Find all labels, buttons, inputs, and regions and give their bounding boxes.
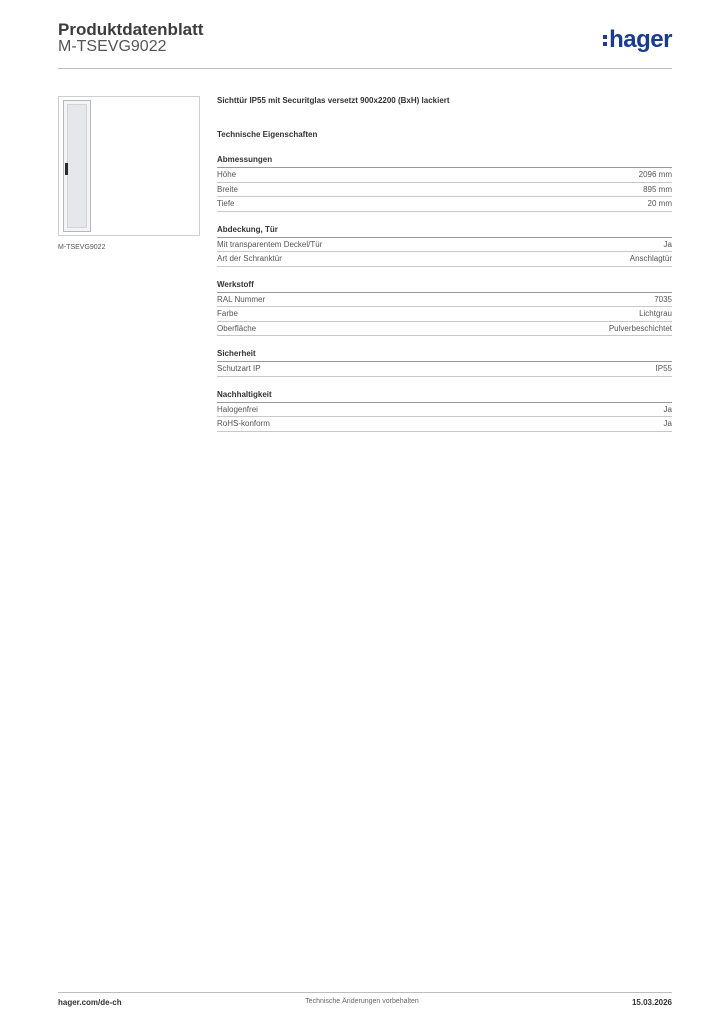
property-row (217, 252, 672, 267)
image-caption: M-TSEVG9022 (58, 244, 106, 251)
property-value: Pulverbeschichtet (608, 323, 672, 333)
product-image (58, 96, 200, 236)
property-label: Schutzart IP (217, 364, 261, 373)
logo-dots-icon (603, 35, 607, 46)
logo-text: hager (609, 26, 672, 53)
properties-section (217, 96, 672, 432)
footer-date: 15.03.2026 (631, 998, 672, 1007)
group-title: Abmessungen (217, 154, 672, 168)
property-label: Oberfläche (217, 323, 257, 333)
property-value: 20 mm (647, 199, 672, 208)
hager-logo (603, 28, 672, 52)
property-value: IP55 (655, 364, 672, 373)
property-label: Farbe (217, 309, 238, 318)
group-title: Nachhaltigkeit (217, 389, 672, 403)
group-werkstoff (217, 279, 672, 337)
product-description: Sichttür IP55 mit Securitglas versetzt 900x2200 (BxH) lackiert (217, 96, 450, 105)
property-row (217, 238, 672, 253)
property-value: Ja (663, 239, 672, 249)
property-value: Lichtgrau (639, 309, 672, 318)
property-row (217, 168, 672, 183)
property-row (217, 322, 672, 337)
property-row (217, 362, 672, 377)
property-label: Mit transparentem Deckel/Tür (217, 239, 323, 249)
group-title: Sicherheit (217, 348, 672, 362)
product-code: M-TSEVG9022 (58, 38, 167, 55)
property-row (217, 403, 672, 418)
header-divider (58, 68, 672, 69)
property-row (217, 307, 672, 322)
document-title: Produktdatenblatt (58, 20, 204, 39)
property-label: RAL Nummer (217, 294, 266, 304)
door-handle (65, 163, 68, 175)
property-row (217, 197, 672, 212)
property-label: Art der Schranktür (217, 254, 282, 263)
footer-divider (58, 992, 672, 993)
property-row (217, 183, 672, 198)
property-label: RoHS-konform (217, 419, 270, 428)
group-abmessungen (217, 154, 672, 212)
group-title: Abdeckung, Tür (217, 224, 672, 238)
footer-note: Technische Änderungen vorbehalten (305, 998, 419, 1005)
property-value: 895 mm (643, 184, 672, 194)
property-value: Anschlagtür (629, 254, 672, 263)
property-value: 2096 mm (638, 170, 672, 179)
property-label: Tiefe (217, 199, 235, 208)
tech-properties-title: Technische Eigenschaften (217, 130, 318, 139)
property-label: Halogenfrei (217, 404, 258, 414)
property-row (217, 417, 672, 432)
property-value: 7035 (654, 294, 672, 304)
property-row (217, 293, 672, 308)
group-nachhaltigkeit (217, 389, 672, 432)
door-icon (63, 100, 91, 232)
property-label: Breite (217, 184, 238, 194)
door-glass-panel (67, 104, 87, 228)
group-abdeckung (217, 224, 672, 267)
group-sicherheit (217, 348, 672, 377)
property-label: Höhe (217, 170, 237, 179)
footer-website-link[interactable]: hager.com/de-ch (58, 998, 122, 1007)
group-title: Werkstoff (217, 279, 672, 293)
property-value: Ja (663, 419, 672, 428)
property-value: Ja (663, 404, 672, 414)
